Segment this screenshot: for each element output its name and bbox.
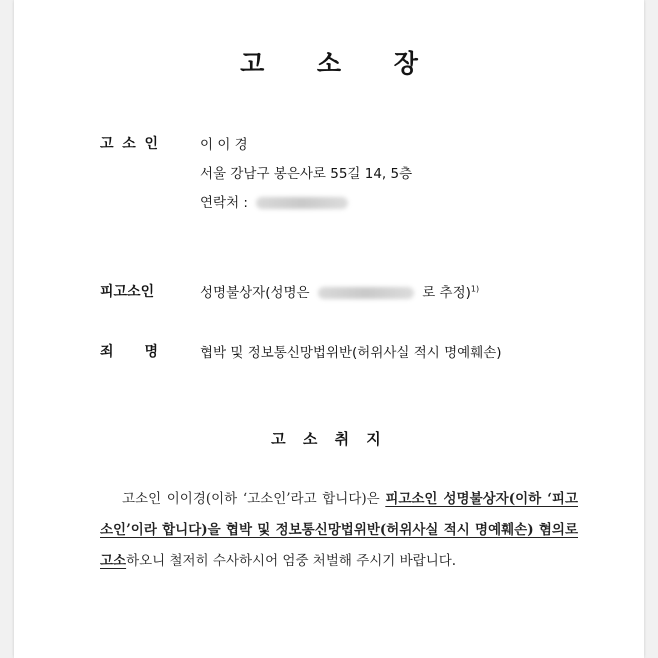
document-title: 고 소 장 — [240, 49, 440, 78]
purpose-paragraph — [100, 484, 578, 577]
accused-text-after: 로 추정) — [422, 285, 471, 301]
charge-label-char: 명 — [144, 344, 158, 360]
charge-label — [100, 341, 160, 361]
redacted-name — [318, 287, 414, 299]
accused-value — [200, 281, 479, 301]
complainant-label-char: 인 — [144, 136, 158, 152]
purpose-heading: 고 소 취 지 — [271, 430, 387, 448]
charge-text: 협박 및 정보통신망법위반(허위사실 적시 명예훼손) — [200, 345, 502, 361]
complainant-label — [100, 133, 160, 153]
contact-label: 연락처 : — [200, 195, 248, 211]
complainant-label-char: 고 — [100, 136, 114, 152]
complainant-label-char: 소 — [122, 136, 136, 152]
purpose-underlined: 피고소인 성명불상자(이하 ‘피고소인’이라 합니다)을 협박 및 정보통신망법위반(허위사실 적시 명예훼손) 혐의로 고소 — [100, 491, 578, 569]
redacted-phone — [256, 197, 348, 209]
footnote-marker: 1) — [470, 284, 480, 294]
complainant-contact — [200, 191, 348, 211]
charge-label-char: 죄 — [100, 344, 114, 360]
accused-label: 피고소인 — [100, 284, 155, 300]
accused-text-before: 성명불상자(성명은 — [200, 285, 310, 301]
document-page — [14, 0, 644, 658]
complainant-address: 서울 강남구 봉은사로 55길 14, 5층 — [200, 166, 413, 182]
complainant-name: 이 이 경 — [200, 137, 248, 153]
purpose-text-1: 고소인 이이경(이하 ‘고소인’라고 합니다)은 — [122, 491, 386, 507]
purpose-text-2: 하오니 철저히 수사하시어 엄중 처벌해 주시기 바랍니다. — [126, 553, 457, 569]
